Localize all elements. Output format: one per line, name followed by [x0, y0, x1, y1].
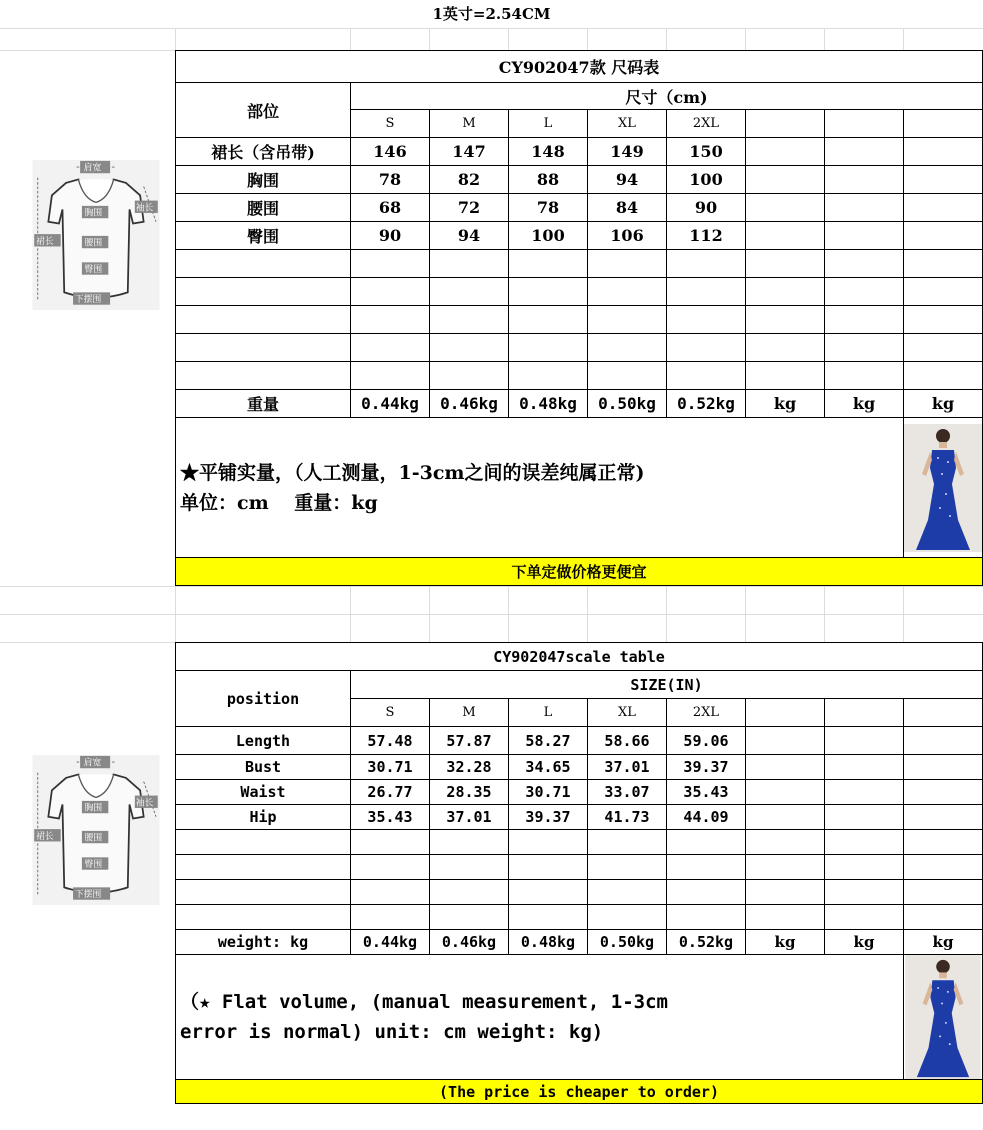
table-title: CY902047款 尺码表	[176, 51, 983, 83]
note-line-1: ★平铺实量，（人工测量，1-3cm之间的误差纯属正常)	[180, 461, 645, 484]
size-2xl: 2XL	[667, 699, 746, 727]
size-header: SIZE(IN)	[351, 671, 983, 699]
weight-cell: 0.52kg	[667, 390, 746, 418]
cell: 147	[430, 138, 509, 166]
cell: 78	[509, 194, 588, 222]
size-table-in	[175, 642, 983, 1104]
cell: 39.37	[509, 805, 588, 830]
cell: 82	[430, 166, 509, 194]
row-label: Length	[176, 727, 351, 755]
cell: 57.48	[351, 727, 430, 755]
size-l: L	[509, 110, 588, 138]
cell: 150	[667, 138, 746, 166]
weight-cell: 0.52kg	[667, 930, 746, 955]
cell: 39.37	[667, 755, 746, 780]
cell: 26.77	[351, 780, 430, 805]
weight-cell: kg	[746, 390, 825, 418]
weight-label: 重量	[176, 390, 351, 418]
weight-row	[176, 930, 983, 955]
row-label: Waist	[176, 780, 351, 805]
cell: 146	[351, 138, 430, 166]
weight-cell: 0.50kg	[588, 390, 667, 418]
weight-cell: kg	[904, 390, 983, 418]
cell: 94	[430, 222, 509, 250]
cell: 32.28	[430, 755, 509, 780]
cell: 33.07	[588, 780, 667, 805]
size-m: M	[430, 699, 509, 727]
cell: 30.71	[509, 780, 588, 805]
weight-cell: 0.46kg	[430, 390, 509, 418]
cell: 90	[667, 194, 746, 222]
size-m: M	[430, 110, 509, 138]
cell: 35.43	[667, 780, 746, 805]
page-title: 1英寸=2.54CM	[432, 5, 551, 23]
dress-diagram-icon	[24, 755, 168, 905]
weight-cell: 0.50kg	[588, 930, 667, 955]
table-row	[176, 194, 983, 222]
cell: 57.87	[430, 727, 509, 755]
weight-cell: 0.44kg	[351, 930, 430, 955]
cell: 88	[509, 166, 588, 194]
cell: 35.43	[351, 805, 430, 830]
diagram-label-shoulder: 肩宽	[83, 163, 102, 174]
row-label: Bust	[176, 755, 351, 780]
product-photo	[904, 418, 983, 558]
weight-label: weight: kg	[176, 930, 351, 955]
cell: 149	[588, 138, 667, 166]
cell: 58.27	[509, 727, 588, 755]
row-label: Hip	[176, 805, 351, 830]
cell: 37.01	[588, 755, 667, 780]
weight-cell: kg	[825, 390, 904, 418]
cell: 100	[667, 166, 746, 194]
weight-cell: 0.48kg	[509, 390, 588, 418]
weight-cell: kg	[825, 930, 904, 955]
table-row	[176, 138, 983, 166]
size-l: L	[509, 699, 588, 727]
diagram-label-waist: 腰围	[84, 833, 103, 844]
table-row	[176, 166, 983, 194]
cell: 28.35	[430, 780, 509, 805]
cell: 106	[588, 222, 667, 250]
cell: 34.65	[509, 755, 588, 780]
note-line-2: error is normal) unit: cm weight: kg)	[180, 1021, 604, 1043]
product-photo	[904, 955, 983, 1080]
size-xl: XL	[588, 110, 667, 138]
diagram-label-length: 裙长	[36, 236, 54, 247]
table-row	[176, 727, 983, 755]
weight-cell: 0.44kg	[351, 390, 430, 418]
diagram-label-hip: 臀围	[84, 860, 103, 871]
diagram-label-hem: 下摆围	[74, 295, 102, 306]
cell: 30.71	[351, 755, 430, 780]
size-s: S	[351, 699, 430, 727]
table-row	[176, 755, 983, 780]
diagram-label-length: 裙长	[36, 831, 54, 842]
note-line-1: （★ Flat volume, (manual measurement, 1-3cm	[180, 991, 668, 1013]
note-cell	[176, 418, 904, 558]
size-xl: XL	[588, 699, 667, 727]
diagram-label-sleeve: 袖长	[135, 798, 154, 809]
row-label: 胸围	[176, 166, 351, 194]
footer-banner: 下单定做价格更便宜	[176, 558, 983, 586]
table-row	[176, 805, 983, 830]
table-title: CY902047scale table	[176, 643, 983, 671]
table-row	[176, 780, 983, 805]
weight-cell: kg	[904, 930, 983, 955]
cell: 148	[509, 138, 588, 166]
cell: 78	[351, 166, 430, 194]
weight-cell: kg	[746, 930, 825, 955]
cell: 59.06	[667, 727, 746, 755]
row-label: 裙长（含吊带)	[176, 138, 351, 166]
cell: 58.66	[588, 727, 667, 755]
cell: 37.01	[430, 805, 509, 830]
diagram-label-hem: 下摆围	[74, 890, 102, 901]
weight-cell: 0.46kg	[430, 930, 509, 955]
size-header: 尺寸（cm)	[351, 83, 983, 110]
diagram-label-shoulder: 肩宽	[83, 758, 102, 769]
cell: 84	[588, 194, 667, 222]
cell: 72	[430, 194, 509, 222]
cell: 112	[667, 222, 746, 250]
cell: 94	[588, 166, 667, 194]
row-label: 臀围	[176, 222, 351, 250]
cell: 41.73	[588, 805, 667, 830]
dress-diagram-icon	[24, 160, 168, 310]
part-header: 部位	[176, 83, 351, 138]
diagram-label-chest: 胸围	[84, 208, 103, 219]
footer-banner: (The price is cheaper to order)	[176, 1080, 983, 1104]
weight-cell: 0.48kg	[509, 930, 588, 955]
note-cell	[176, 955, 904, 1080]
row-label: 腰围	[176, 194, 351, 222]
diagram-label-sleeve: 袖长	[135, 203, 154, 214]
diagram-label-chest: 胸围	[84, 803, 103, 814]
part-header: position	[176, 671, 351, 727]
cell: 100	[509, 222, 588, 250]
size-2xl: 2XL	[667, 110, 746, 138]
diagram-label-waist: 腰围	[84, 238, 103, 249]
diagram-label-hip: 臀围	[84, 265, 103, 276]
dress-photo-icon	[904, 955, 982, 1079]
table-row	[176, 222, 983, 250]
cell: 90	[351, 222, 430, 250]
size-table-cm	[175, 50, 983, 586]
cell: 68	[351, 194, 430, 222]
size-s: S	[351, 110, 430, 138]
dress-photo-icon	[904, 424, 982, 552]
weight-row	[176, 390, 983, 418]
note-line-2: 单位：cm 重量：kg	[180, 491, 378, 514]
cell: 44.09	[667, 805, 746, 830]
